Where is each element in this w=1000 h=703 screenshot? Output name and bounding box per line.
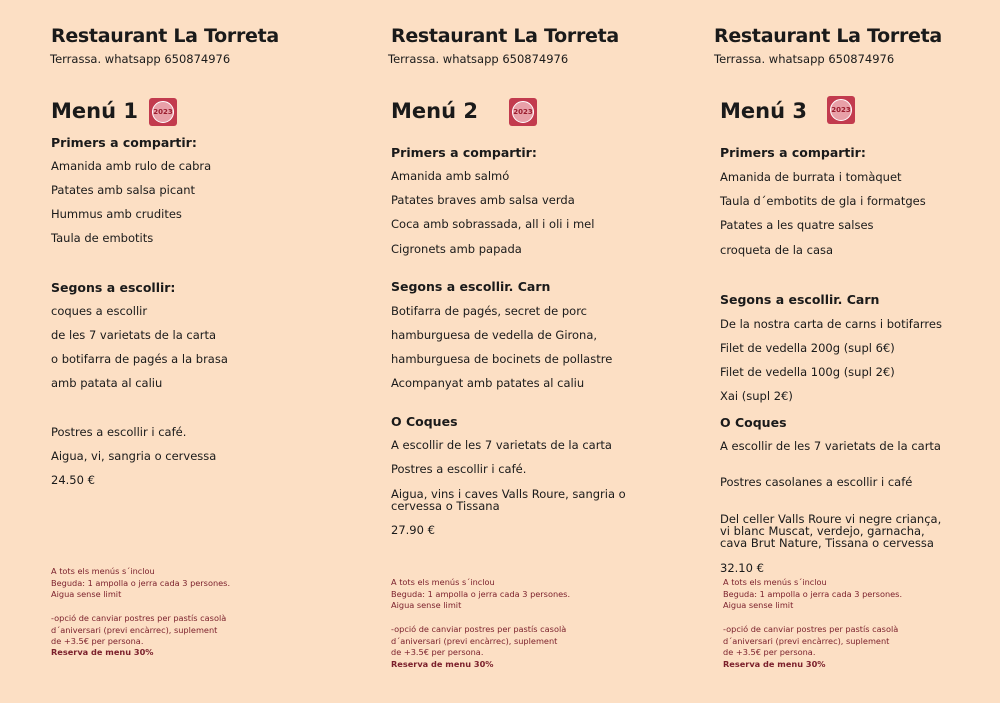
coques-heading: O Coques — [391, 414, 458, 429]
reserve-note: Reserva de menu 30% — [391, 659, 494, 669]
coques-text: A escollir de les 7 varietats de la carta — [720, 439, 941, 453]
main-item: Filet de vedella 100g (supl 2€) — [720, 365, 895, 379]
price: 24.50 € — [51, 473, 95, 487]
starter-item: Hummus amb crudites — [51, 207, 182, 221]
drinks-text: Del celler Valls Roure vi negre criança, vi blanc Muscat, verdejo, garnacha, cava Brut Nature, Tissana o cervessa — [720, 512, 942, 550]
cake-note: -opció de canviar postres per pastís casolà d´aniversari (previ encàrrec), suplement de +3.5€ per persona. — [51, 613, 227, 646]
main-item: hamburguesa de bocinets de pollastre — [391, 352, 613, 366]
main-item: Xai (supl 2€) — [720, 389, 793, 403]
starters-heading: Primers a compartir: — [720, 145, 866, 160]
main-item: Filet de vedella 200g (supl 6€) — [720, 341, 895, 355]
main-item: amb patata al caliu — [51, 376, 163, 390]
cake-note: -opció de canviar postres per pastís casolà d´aniversari (previ encàrrec), suplement de +3.5€ per persona. — [723, 624, 899, 657]
menu-title: Menú 2 — [391, 99, 478, 123]
reserve-note: Reserva de menu 30% — [51, 647, 154, 657]
mains-heading: Segons a escollir: — [51, 280, 176, 295]
main-item: Botifarra de pagés, secret de porc — [391, 304, 588, 318]
drinks-note: A tots els menús s´inclou Beguda: 1 ampolla o jerra cada 3 persones. Aigua sense limit — [391, 577, 571, 610]
drinks-text: Aigua, vins i caves Valls Roure, sangria o cervessa o Tissana — [391, 487, 626, 513]
starter-item: Coca amb sobrassada, all i oli i mel — [391, 217, 595, 231]
restaurant-address: Terrassa. whatsapp 650874976 — [714, 52, 895, 66]
menu-title: Menú 3 — [720, 99, 807, 123]
mains-heading: Segons a escollir. Carn — [720, 292, 880, 307]
year-badge-icon — [827, 96, 855, 124]
dessert-text: Postres a escollir i café. — [51, 425, 187, 439]
main-item: de les 7 varietats de la carta — [51, 328, 217, 342]
mains-heading: Segons a escollir. Carn — [391, 279, 551, 294]
drinks-note: A tots els menús s´inclou Beguda: 1 ampolla o jerra cada 3 persones. Aigua sense limit — [51, 566, 231, 599]
drinks-text: Aigua, vi, sangria o cervessa — [51, 449, 217, 463]
starter-item: Amanida amb salmó — [391, 169, 510, 183]
menu-3-column — [666, 0, 1000, 703]
restaurant-name: Restaurant La Torreta — [391, 25, 619, 47]
main-item: hamburguesa de vedella de Girona, — [391, 328, 598, 342]
badge-text: 2023 — [512, 101, 534, 123]
dessert-text: Postres casolanes a escollir i café — [720, 475, 913, 489]
menu-2-column — [333, 0, 666, 703]
reserve-note: Reserva de menu 30% — [723, 659, 826, 669]
menu-1-column — [0, 0, 333, 703]
main-item: De la nostra carta de carns i botifarres — [720, 317, 942, 331]
starter-item: Patates braves amb salsa verda — [391, 193, 575, 207]
drinks-note: A tots els menús s´inclou Beguda: 1 ampolla o jerra cada 3 persones. Aigua sense limit — [723, 577, 903, 610]
starter-item: Amanida de burrata i tomàquet — [720, 170, 902, 184]
starter-item: Amanida amb rulo de cabra — [51, 159, 212, 173]
year-badge-icon — [509, 98, 537, 126]
dessert-text: Postres a escollir i café. — [391, 462, 527, 476]
main-item: o botifarra de pagés a la brasa — [51, 352, 228, 366]
badge-text: 2023 — [830, 99, 852, 121]
restaurant-address: Terrassa. whatsapp 650874976 — [50, 52, 231, 66]
starter-item: Taula de embotits — [51, 231, 154, 245]
coques-text: A escollir de les 7 varietats de la carta — [391, 438, 612, 452]
starter-item: croqueta de la casa — [720, 243, 834, 257]
price: 27.90 € — [391, 523, 435, 537]
price: 32.10 € — [720, 561, 764, 575]
menu-title: Menú 1 — [51, 99, 138, 123]
starter-item: Patates a les quatre salses — [720, 218, 874, 232]
starters-heading: Primers a compartir: — [391, 145, 537, 160]
starter-item: Patates amb salsa picant — [51, 183, 196, 197]
starters-heading: Primers a compartir: — [51, 135, 197, 150]
starter-item: Cigronets amb papada — [391, 242, 522, 256]
badge-text: 2023 — [152, 101, 174, 123]
year-badge-icon — [149, 98, 177, 126]
restaurant-name: Restaurant La Torreta — [51, 25, 279, 47]
main-item: coques a escollir — [51, 304, 148, 318]
cake-note: -opció de canviar postres per pastís casolà d´aniversari (previ encàrrec), suplement de +3.5€ per persona. — [391, 624, 567, 657]
starter-item: Taula d´embotits de gla i formatges — [720, 194, 926, 208]
coques-heading: O Coques — [720, 415, 787, 430]
restaurant-name: Restaurant La Torreta — [714, 25, 942, 47]
restaurant-address: Terrassa. whatsapp 650874976 — [388, 52, 569, 66]
main-item: Acompanyat amb patates al caliu — [391, 376, 585, 390]
